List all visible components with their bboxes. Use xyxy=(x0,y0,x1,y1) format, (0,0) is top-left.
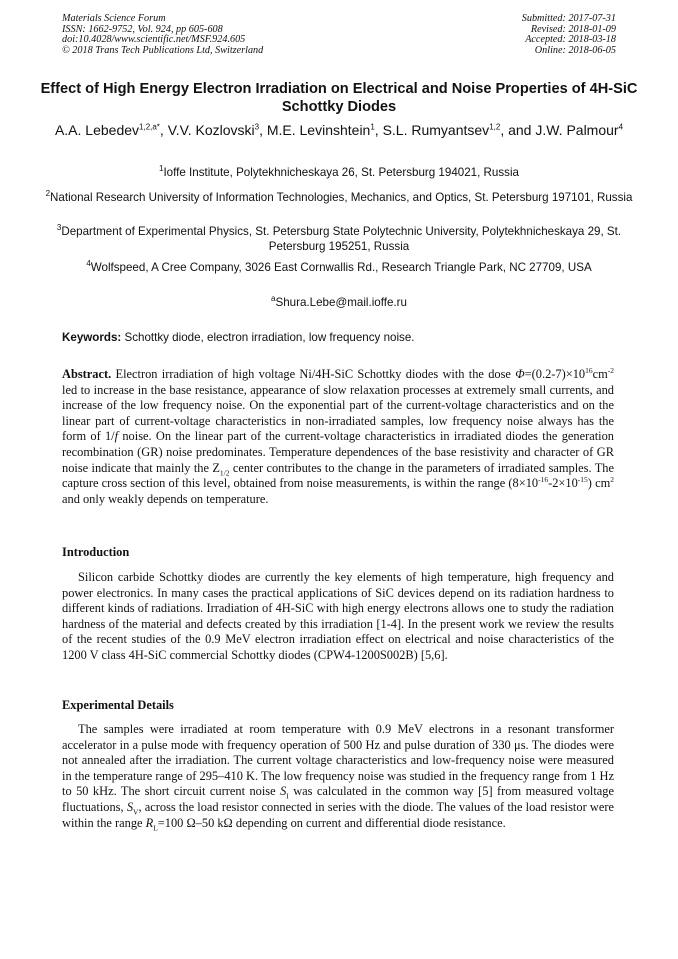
abstract-exponent: 2 xyxy=(610,475,614,485)
author-name: , S.L. Rumyantsev xyxy=(374,122,490,138)
keywords-label: Keywords: xyxy=(62,331,122,344)
date-submitted: Submitted: 2017-07-31 xyxy=(521,13,616,24)
experimental-symbol: S xyxy=(126,799,134,814)
introduction-heading: Introduction xyxy=(62,545,130,559)
abstract-text: led to increase in the base resistance, appearance of slow relaxation processes at extremely small currents, and increase of the low frequency noise. On the exponential part of the current-voltage characteristics and on the linear part of current-voltage characteristics in non-irradiated samples, low frequency noise always has the form of 1/ xyxy=(62,382,614,444)
experimental-subscript: L xyxy=(153,823,158,833)
corresponding-email xyxy=(40,295,638,310)
experimental-paragraph xyxy=(62,722,614,831)
author-name: , and J.W. Palmour xyxy=(500,122,619,138)
experimental-symbol: R xyxy=(145,815,154,830)
affiliation-4 xyxy=(40,260,638,275)
experimental-heading: Experimental Details xyxy=(62,698,174,712)
journal-issn: ISSN: 1662-9752, Vol. 924, pp 605-608 xyxy=(62,23,223,35)
affiliation-3 xyxy=(40,224,638,254)
email-mark: a xyxy=(271,294,276,304)
author-affiliation-mark: 1 xyxy=(370,122,375,132)
abstract-label: Abstract. xyxy=(62,367,112,381)
affiliation-text: Wolfspeed, A Cree Company, 3026 East Cornwallis Rd., Research Triangle Park, NC 27709, USA xyxy=(90,261,592,274)
affiliation-text: Department of Experimental Physics, St. Petersburg State Polytechnic University, Polytekhnicheskaya 29, St. Petersburg 195251, Russia xyxy=(61,225,622,253)
experimental-subscript: V xyxy=(133,807,139,817)
date-revised: Revised: 2018-01-09 xyxy=(530,23,616,35)
affiliation-2 xyxy=(40,190,638,205)
author-affiliation-mark: 1,2,a* xyxy=(139,122,160,132)
abstract-text: Electron irradiation of high voltage Ni/4H-SiC Schottky diodes with the dose xyxy=(111,367,516,381)
paper-title: Effect of High Energy Electron Irradiation on Electrical and Noise Properties of 4H-SiC Schottky Diodes xyxy=(40,81,638,115)
abstract-text: center contributes to the change in the parameters of irradiated samples. The capture cross section of this level, obtained from noise measurements, is within the range (8×10 xyxy=(62,460,614,491)
abstract-symbol: f xyxy=(114,429,119,444)
experimental-text: , across the load resistor connected in series with the diode. The values of the load resistor were within the range xyxy=(62,799,614,830)
affiliation-mark: 3 xyxy=(56,223,62,233)
affiliation-1 xyxy=(40,165,638,180)
author-name: , M.E. Levinshtein xyxy=(259,122,371,138)
date-accepted: Accepted: 2018-03-18 xyxy=(525,34,616,46)
experimental-symbol: S xyxy=(280,784,287,799)
affiliation-mark: 1 xyxy=(159,164,164,174)
abstract-exponent: -2 xyxy=(607,365,614,375)
experimental-text: =100 Ω–50 kΩ depending on current and differential diode resistance. xyxy=(157,815,506,830)
abstract-symbol: Φ xyxy=(515,367,525,381)
experimental-text: was calculated in the common way [5] from measured voltage fluctuations, xyxy=(62,784,614,814)
keywords-text: Schottky diode, electron irradiation, low frequency noise. xyxy=(121,331,415,344)
author-affiliation-mark: 1,2 xyxy=(489,122,501,132)
author-list xyxy=(40,121,638,140)
experimental-text: The samples were irradiated at room temperature with 0.9 MeV electrons in a resonant transformer accelerator in a pulse mode with frequency operation of 500 Hz and pulse duration of 330 μs. The diodes were not annealed after the irradiation. The current voltage characteristics and low-frequency noise were measured in the temperature range of 295–410 K. The low frequency noise was studied in the frequency range from 1 Hz to 50 kHz. The short circuit current noise xyxy=(62,722,614,799)
journal-name: Materials Science Forum xyxy=(62,13,166,24)
affiliation-mark: 4 xyxy=(86,259,91,269)
author-name: , V.V. Kozlovski xyxy=(159,122,255,138)
author-affiliation-mark: 4 xyxy=(618,122,624,132)
abstract-exponent: -15 xyxy=(577,475,588,485)
date-online: Online: 2018-06-05 xyxy=(534,44,616,56)
abstract xyxy=(62,367,614,507)
author-affiliation-mark: 3 xyxy=(254,122,260,132)
abstract-text: cm xyxy=(592,367,608,381)
abstract-exponent: -16 xyxy=(538,475,549,485)
journal-info xyxy=(62,14,263,56)
affiliation-text: National Research University of Information Technologies, Mechanics, and Optics, St. Petersburg 197101, Russia xyxy=(50,191,633,204)
email-address[interactable]: Shura.Lebe@mail.ioffe.ru xyxy=(275,296,407,309)
affiliation-text: Ioffe Institute, Polytekhnicheskaya 26, St. Petersburg 194021, Russia xyxy=(163,166,519,179)
experimental-subscript: I xyxy=(286,791,289,801)
keywords xyxy=(62,330,622,345)
author-name: A.A. Lebedev xyxy=(54,122,140,138)
abstract-text: =(0.2-7)×10 xyxy=(524,367,586,381)
abstract-text: noise. On the linear part of the current-voltage characteristics in irradiated diodes the generation recombination (GR) noise predominates. Temperature dependences of the base resistivity and character of GR noise indicate that mainly the Z xyxy=(62,429,614,475)
affiliation-mark: 2 xyxy=(45,189,51,199)
abstract-text: and only weakly depends on temperature. xyxy=(62,491,269,506)
journal-copyright: © 2018 Trans Tech Publications Ltd, Switzerland xyxy=(62,44,264,56)
submission-dates xyxy=(522,14,616,56)
journal-doi: doi:10.4028/www.scientific.net/MSF.924.605 xyxy=(62,34,246,46)
abstract-text: ) cm xyxy=(587,476,611,491)
abstract-text: -2×10 xyxy=(548,476,578,491)
introduction-paragraph: Silicon carbide Schottky diodes are currently the key elements of high temperature, high frequency and power electronics. In many cases the practical applications of SiC devices depend on its radiation hardness to different kinds of radiations. Irradiation of 4H-SiC with high energy electrons allows one to study the radiation hardness of the material and defects created by this irradiation [1-4]. In the present work we review the results of the recent studies of the 0.9 MeV electron irradiation effect on electrical and noise characteristics of the 1200 V class 4H-SiC commercial Schottky diodes (CPW4-1200S002B) [5,6]. xyxy=(62,570,614,662)
abstract-exponent: 16 xyxy=(585,365,593,375)
abstract-subscript: 1/2 xyxy=(219,468,230,478)
